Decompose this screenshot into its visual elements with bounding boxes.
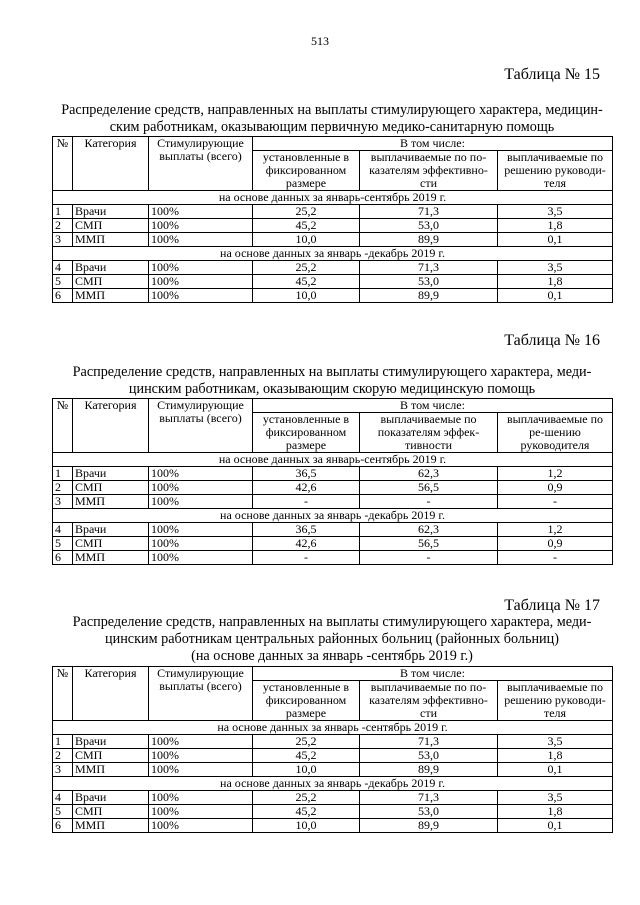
row-head-decision: 0,1 <box>498 819 613 833</box>
header-category: Категория <box>73 399 149 453</box>
header-row <box>53 399 613 413</box>
header-row <box>53 667 613 681</box>
row-fixed: 25,2 <box>253 261 360 275</box>
row-fixed: 25,2 <box>253 735 360 749</box>
caption-line: Распределение средств, направленных на выплаты стимулирующего характера, меди- <box>72 364 592 380</box>
row-fixed: 45,2 <box>253 275 360 289</box>
header-efficiency: выплачиваемые по по-казателям эффективно-сти <box>360 151 498 191</box>
row-total: 100% <box>149 289 253 303</box>
row-fixed: 10,0 <box>253 763 360 777</box>
row-efficiency: - <box>360 495 498 509</box>
row-head-decision: 3,5 <box>498 791 613 805</box>
row-category: Врачи <box>73 791 149 805</box>
row-head-decision: 1,8 <box>498 805 613 819</box>
row-num: 2 <box>53 749 73 763</box>
row-category: ММП <box>73 551 149 565</box>
row-category: Врачи <box>73 205 149 219</box>
row-num: 4 <box>53 791 73 805</box>
caption-line: (на основе данных за январь -сентябрь 2019 г.) <box>191 648 473 664</box>
row-num: 2 <box>53 219 73 233</box>
row-head-decision: 3,5 <box>498 261 613 275</box>
section-row <box>53 509 613 523</box>
row-total: 100% <box>149 481 253 495</box>
header-total: Стимулирующие выплаты (всего) <box>149 399 253 453</box>
row-fixed: 10,0 <box>253 289 360 303</box>
row-efficiency: 62,3 <box>360 467 498 481</box>
row-total: 100% <box>149 551 253 565</box>
header-category: Категория <box>73 667 149 721</box>
row-num: 1 <box>53 205 73 219</box>
table-15 <box>52 136 613 303</box>
table-row <box>53 261 613 275</box>
table-row <box>53 289 613 303</box>
table-row <box>53 735 613 749</box>
header-fixed: установленные в фиксированном размере <box>253 413 360 453</box>
table-17 <box>52 666 613 833</box>
header-head-decision: выплачиваемые по решению руководи-теля <box>498 151 613 191</box>
table-15-label: Таблица № 15 <box>504 66 600 83</box>
table-17-caption <box>52 614 612 665</box>
row-efficiency: 56,5 <box>360 481 498 495</box>
row-head-decision: - <box>498 551 613 565</box>
row-total: 100% <box>149 749 253 763</box>
row-category: Врачи <box>73 261 149 275</box>
row-total: 100% <box>149 495 253 509</box>
table-row <box>53 749 613 763</box>
header-fixed: установленные в фиксированном размере <box>253 681 360 721</box>
row-fixed: 45,2 <box>253 749 360 763</box>
row-head-decision: 1,8 <box>498 219 613 233</box>
row-fixed: 36,5 <box>253 467 360 481</box>
row-efficiency: 56,5 <box>360 537 498 551</box>
row-num: 5 <box>53 275 73 289</box>
section-row <box>53 453 613 467</box>
row-num: 1 <box>53 735 73 749</box>
row-num: 6 <box>53 819 73 833</box>
row-head-decision: 1,2 <box>498 523 613 537</box>
row-num: 3 <box>53 763 73 777</box>
row-category: СМП <box>73 275 149 289</box>
row-num: 3 <box>53 495 73 509</box>
header-total: Стимулирующие выплаты (всего) <box>149 137 253 191</box>
row-fixed: 42,6 <box>253 481 360 495</box>
table-16 <box>52 398 613 565</box>
table-row <box>53 233 613 247</box>
row-fixed: - <box>253 495 360 509</box>
table-row <box>53 551 613 565</box>
row-category: СМП <box>73 481 149 495</box>
row-efficiency: 89,9 <box>360 289 498 303</box>
header-efficiency: выплачиваемые по по-казателям эффективно-сти <box>360 681 498 721</box>
row-num: 1 <box>53 467 73 481</box>
row-efficiency: 53,0 <box>360 749 498 763</box>
row-efficiency: 53,0 <box>360 219 498 233</box>
row-total: 100% <box>149 805 253 819</box>
section-row <box>53 191 613 205</box>
caption-line: Распределение средств, направленных на выплаты стимулирующего характера, меди- <box>72 614 592 630</box>
table-row <box>53 467 613 481</box>
row-total: 100% <box>149 275 253 289</box>
table-row <box>53 819 613 833</box>
table-row <box>53 495 613 509</box>
row-category: СМП <box>73 805 149 819</box>
row-fixed: 25,2 <box>253 791 360 805</box>
row-head-decision: 3,5 <box>498 735 613 749</box>
row-category: СМП <box>73 749 149 763</box>
header-num: № <box>53 137 73 191</box>
row-category: СМП <box>73 219 149 233</box>
row-efficiency: 89,9 <box>360 233 498 247</box>
row-efficiency: 71,3 <box>360 261 498 275</box>
header-category: Категория <box>73 137 149 191</box>
row-category: ММП <box>73 763 149 777</box>
row-efficiency: 71,3 <box>360 205 498 219</box>
row-total: 100% <box>149 537 253 551</box>
row-fixed: 42,6 <box>253 537 360 551</box>
table-16-caption <box>52 364 612 398</box>
row-total: 100% <box>149 735 253 749</box>
row-efficiency: 89,9 <box>360 763 498 777</box>
row-total: 100% <box>149 819 253 833</box>
page-number: 513 <box>311 34 329 48</box>
header-num: № <box>53 667 73 721</box>
section-row <box>53 777 613 791</box>
row-num: 6 <box>53 289 73 303</box>
row-fixed: - <box>253 551 360 565</box>
row-total: 100% <box>149 791 253 805</box>
row-total: 100% <box>149 763 253 777</box>
row-total: 100% <box>149 205 253 219</box>
caption-line: ским работникам, оказывающим первичную медико-санитарную помощь <box>109 119 555 135</box>
table-row <box>53 205 613 219</box>
header-efficiency: выплачиваемые по показателям эффек-тивности <box>360 413 498 453</box>
table-row <box>53 537 613 551</box>
row-fixed: 10,0 <box>253 233 360 247</box>
row-fixed: 36,5 <box>253 523 360 537</box>
row-head-decision: 0,9 <box>498 537 613 551</box>
section-row <box>53 247 613 261</box>
table-row <box>53 481 613 495</box>
table-row <box>53 805 613 819</box>
row-category: ММП <box>73 233 149 247</box>
section-title: на основе данных за январь-сентябрь 2019 г. <box>53 191 613 205</box>
row-fixed: 45,2 <box>253 805 360 819</box>
row-category: Врачи <box>73 467 149 481</box>
header-head-decision: выплачиваемые по решению руководи-теля <box>498 681 613 721</box>
row-total: 100% <box>149 523 253 537</box>
header-including: В том числе: <box>253 137 613 151</box>
section-title: на основе данных за январь -декабрь 2019 г. <box>53 509 613 523</box>
section-title: на основе данных за январь -декабрь 2019 г. <box>53 777 613 791</box>
row-efficiency: - <box>360 551 498 565</box>
row-efficiency: 53,0 <box>360 805 498 819</box>
row-head-decision: 0,1 <box>498 233 613 247</box>
header-head-decision: выплачиваемые по ре-шению руководителя <box>498 413 613 453</box>
table-row <box>53 791 613 805</box>
row-head-decision: 1,8 <box>498 749 613 763</box>
row-num: 4 <box>53 261 73 275</box>
row-efficiency: 53,0 <box>360 275 498 289</box>
row-head-decision: 0,9 <box>498 481 613 495</box>
row-category: ММП <box>73 495 149 509</box>
caption-line: цинским работникам центральных районных больниц (районных больниц) <box>105 631 559 647</box>
row-category: СМП <box>73 537 149 551</box>
row-num: 5 <box>53 805 73 819</box>
row-head-decision: 0,1 <box>498 289 613 303</box>
caption-line: цинским работникам, оказывающим скорую медицинскую помощь <box>128 381 536 397</box>
section-title: на основе данных за январь -декабрь 2019 г. <box>53 247 613 261</box>
table-16-label: Таблица № 16 <box>504 332 600 349</box>
row-total: 100% <box>149 261 253 275</box>
row-head-decision: 0,1 <box>498 763 613 777</box>
row-total: 100% <box>149 233 253 247</box>
section-title: на основе данных за январь-сентябрь 2019 г. <box>53 453 613 467</box>
row-head-decision: - <box>498 495 613 509</box>
row-efficiency: 71,3 <box>360 791 498 805</box>
row-head-decision: 3,5 <box>498 205 613 219</box>
row-fixed: 10,0 <box>253 819 360 833</box>
row-efficiency: 89,9 <box>360 819 498 833</box>
table-row <box>53 275 613 289</box>
header-fixed: установленные в фиксированном размере <box>253 151 360 191</box>
row-category: Врачи <box>73 735 149 749</box>
row-category: ММП <box>73 819 149 833</box>
row-category: ММП <box>73 289 149 303</box>
section-title: на основе данных за январь -сентябрь 2019 г. <box>53 721 613 735</box>
table-row <box>53 523 613 537</box>
table-15-caption <box>52 102 612 136</box>
header-including: В том числе: <box>253 399 613 413</box>
row-num: 3 <box>53 233 73 247</box>
row-total: 100% <box>149 467 253 481</box>
row-efficiency: 71,3 <box>360 735 498 749</box>
table-row <box>53 219 613 233</box>
row-head-decision: 1,8 <box>498 275 613 289</box>
header-including: В том числе: <box>253 667 613 681</box>
section-row <box>53 721 613 735</box>
header-total: Стимулирующие выплаты (всего) <box>149 667 253 721</box>
row-num: 5 <box>53 537 73 551</box>
row-num: 4 <box>53 523 73 537</box>
row-fixed: 25,2 <box>253 205 360 219</box>
table-17-label: Таблица № 17 <box>504 597 600 614</box>
table-row <box>53 763 613 777</box>
row-efficiency: 62,3 <box>360 523 498 537</box>
header-num: № <box>53 399 73 453</box>
header-row <box>53 137 613 151</box>
caption-line: Распределение средств, направленных на выплаты стимулирующего характера, медицин- <box>61 102 603 118</box>
row-fixed: 45,2 <box>253 219 360 233</box>
row-num: 2 <box>53 481 73 495</box>
row-total: 100% <box>149 219 253 233</box>
row-head-decision: 1,2 <box>498 467 613 481</box>
row-category: Врачи <box>73 523 149 537</box>
row-num: 6 <box>53 551 73 565</box>
